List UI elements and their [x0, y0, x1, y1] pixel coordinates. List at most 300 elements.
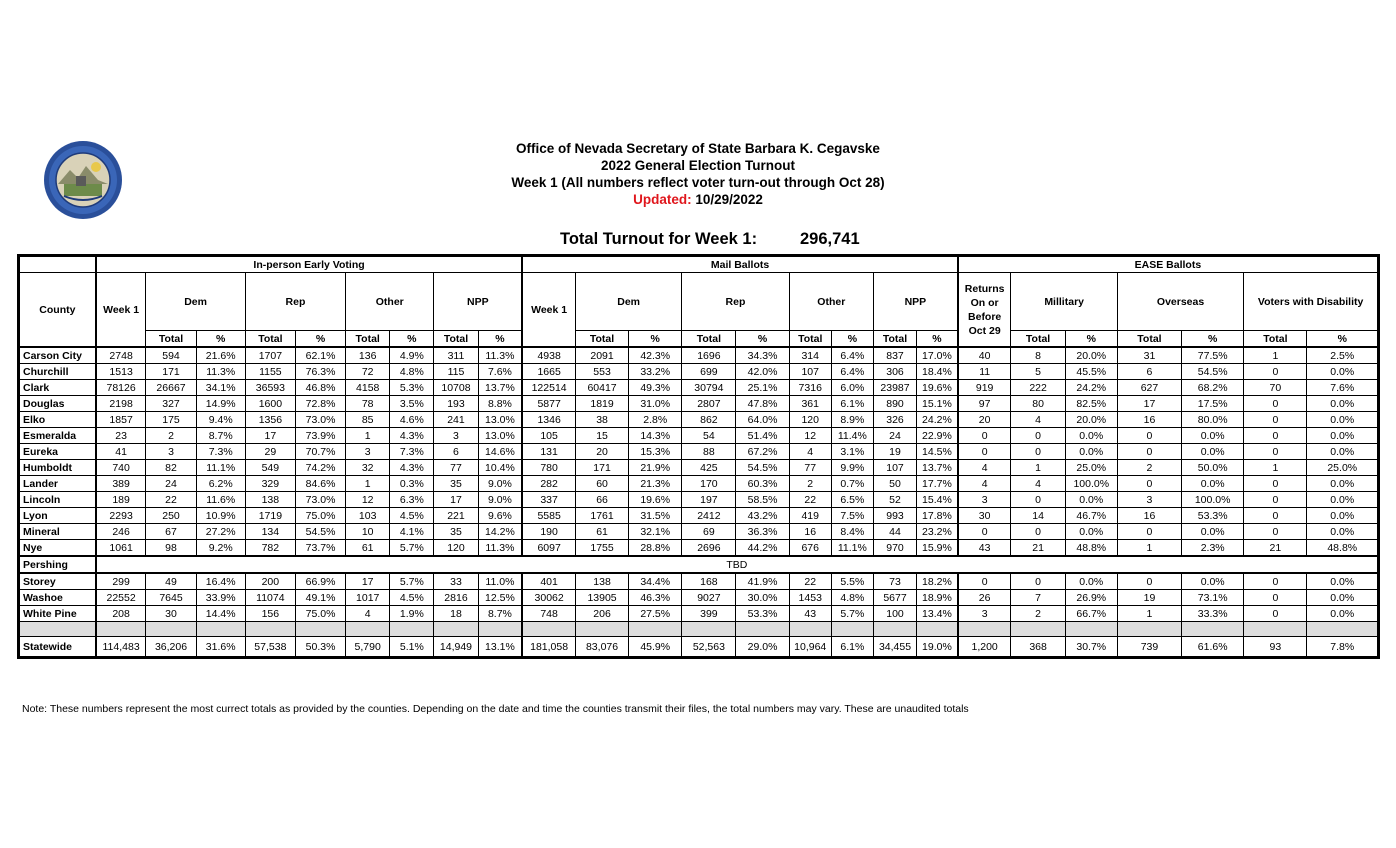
data-cell: 26.9%: [1065, 590, 1117, 606]
county-name: Lyon: [20, 508, 96, 524]
data-cell: 15.1%: [917, 396, 958, 412]
data-cell: 93: [1244, 637, 1307, 657]
county-name: Storey: [20, 573, 96, 590]
data-cell: 44.2%: [736, 540, 789, 557]
header-dem: Dem: [146, 273, 245, 331]
data-cell: 45.9%: [629, 637, 682, 657]
data-cell: 0: [1011, 444, 1065, 460]
data-cell: 0.0%: [1307, 444, 1378, 460]
header-dem: Dem: [575, 273, 681, 331]
data-cell: 100: [873, 606, 916, 622]
data-cell: 50.0%: [1182, 460, 1244, 476]
data-cell: 54.5%: [295, 524, 345, 540]
spacer-cell: [873, 622, 916, 637]
data-cell: 1155: [245, 364, 295, 380]
data-cell: 0.0%: [1307, 412, 1378, 428]
data-cell: 919: [958, 380, 1011, 396]
data-cell: 20: [958, 412, 1011, 428]
data-cell: 4.1%: [390, 524, 434, 540]
data-cell: 0: [1244, 396, 1307, 412]
data-cell: 21.3%: [629, 476, 682, 492]
col-total: Total: [873, 331, 916, 348]
data-cell: 7.8%: [1307, 637, 1378, 657]
data-cell: 31.0%: [629, 396, 682, 412]
data-cell: 114,483: [96, 637, 146, 657]
updated-date: 10/29/2022: [695, 192, 763, 207]
data-cell: 35: [434, 524, 478, 540]
group-header-row: [20, 257, 1378, 273]
table-row: [20, 590, 1378, 606]
data-cell: 57,538: [245, 637, 295, 657]
data-cell: 43.2%: [736, 508, 789, 524]
data-cell: 25.0%: [1307, 460, 1378, 476]
data-cell: 5.1%: [390, 637, 434, 657]
data-cell: 67.2%: [736, 444, 789, 460]
data-cell: 66.7%: [1065, 606, 1117, 622]
data-cell: 1857: [96, 412, 146, 428]
data-cell: 67: [146, 524, 196, 540]
data-cell: 6.1%: [831, 637, 873, 657]
county-name: Churchill: [20, 364, 96, 380]
header-rep: Rep: [245, 273, 345, 331]
data-cell: 9.0%: [478, 492, 522, 508]
data-cell: 1453: [789, 590, 831, 606]
data-cell: 9.0%: [478, 476, 522, 492]
col-pct: %: [917, 331, 958, 348]
data-cell: 46.8%: [295, 380, 345, 396]
data-cell: 389: [96, 476, 146, 492]
data-cell: 73.1%: [1182, 590, 1244, 606]
data-cell: 206: [575, 606, 628, 622]
data-cell: 17.5%: [1182, 396, 1244, 412]
data-cell: 21.6%: [196, 347, 245, 364]
data-cell: 0: [1244, 508, 1307, 524]
table-row: [20, 364, 1378, 380]
data-cell: 15.9%: [917, 540, 958, 557]
data-cell: 1: [346, 476, 390, 492]
data-cell: 33.3%: [1182, 606, 1244, 622]
spacer-row: [20, 622, 1378, 637]
data-cell: 52: [873, 492, 916, 508]
data-cell: 1819: [575, 396, 628, 412]
data-cell: 12: [789, 428, 831, 444]
data-cell: 4: [958, 476, 1011, 492]
data-cell: 13.1%: [478, 637, 522, 657]
data-cell: 25.1%: [736, 380, 789, 396]
data-cell: 98: [146, 540, 196, 557]
spacer-cell: [736, 622, 789, 637]
county-name: Lander: [20, 476, 96, 492]
data-cell: 4: [958, 460, 1011, 476]
data-cell: 0.0%: [1182, 444, 1244, 460]
total-turnout-label: Total Turnout for Week 1:: [560, 230, 758, 248]
data-cell: 7: [1011, 590, 1065, 606]
data-cell: 0.7%: [831, 476, 873, 492]
county-name: Clark: [20, 380, 96, 396]
data-cell: 60: [575, 476, 628, 492]
data-cell: 7316: [789, 380, 831, 396]
data-cell: 1707: [245, 347, 295, 364]
data-cell: 11.1%: [196, 460, 245, 476]
data-cell: 5877: [522, 396, 575, 412]
data-cell: 26: [958, 590, 1011, 606]
data-cell: 0.0%: [1307, 364, 1378, 380]
data-cell: 120: [789, 412, 831, 428]
data-cell: 361: [789, 396, 831, 412]
data-cell: 175: [146, 412, 196, 428]
header-military: Millitary: [1011, 273, 1117, 331]
county-name: Douglas: [20, 396, 96, 412]
data-cell: 17.7%: [917, 476, 958, 492]
data-cell: 4: [346, 606, 390, 622]
data-cell: 100.0%: [1182, 492, 1244, 508]
data-cell: 80.0%: [1182, 412, 1244, 428]
data-cell: 49: [146, 573, 196, 590]
data-cell: 40: [958, 347, 1011, 364]
data-cell: 17.8%: [917, 508, 958, 524]
col-pct: %: [629, 331, 682, 348]
data-cell: 0.0%: [1182, 476, 1244, 492]
data-cell: 314: [789, 347, 831, 364]
data-cell: 0: [1117, 524, 1181, 540]
data-cell: 193: [434, 396, 478, 412]
group-ease: EASE Ballots: [958, 257, 1378, 273]
data-cell: 16.4%: [196, 573, 245, 590]
data-cell: 75.0%: [295, 606, 345, 622]
data-cell: 21.9%: [629, 460, 682, 476]
data-cell: 8.8%: [478, 396, 522, 412]
data-cell: 21: [1011, 540, 1065, 557]
data-cell: 13905: [575, 590, 628, 606]
data-cell: 5.7%: [390, 540, 434, 557]
data-cell: 17.0%: [917, 347, 958, 364]
data-cell: 5585: [522, 508, 575, 524]
data-cell: 3.5%: [390, 396, 434, 412]
data-cell: 15.4%: [917, 492, 958, 508]
data-cell: 72.8%: [295, 396, 345, 412]
data-cell: 82.5%: [1065, 396, 1117, 412]
data-cell: 7645: [146, 590, 196, 606]
data-cell: 5.5%: [831, 573, 873, 590]
data-cell: 22: [789, 573, 831, 590]
county-name: Statewide: [20, 637, 96, 657]
group-mail: Mail Ballots: [522, 257, 958, 273]
data-cell: 4938: [522, 347, 575, 364]
data-cell: 0: [958, 444, 1011, 460]
data-cell: 0: [1244, 428, 1307, 444]
data-cell: 14,949: [434, 637, 478, 657]
data-cell: 70: [1244, 380, 1307, 396]
data-cell: 676: [789, 540, 831, 557]
data-cell: 25.0%: [1065, 460, 1117, 476]
data-cell: 36,206: [146, 637, 196, 657]
county-name: Mineral: [20, 524, 96, 540]
data-cell: 6.1%: [831, 396, 873, 412]
data-cell: 739: [1117, 637, 1181, 657]
data-cell: 0.0%: [1182, 428, 1244, 444]
data-cell: 2748: [96, 347, 146, 364]
data-cell: 0.0%: [1307, 524, 1378, 540]
data-cell: 3.1%: [831, 444, 873, 460]
data-cell: 11.3%: [478, 540, 522, 557]
turnout-table: [19, 256, 1378, 657]
data-cell: 6: [434, 444, 478, 460]
data-cell: 189: [96, 492, 146, 508]
data-cell: 38: [575, 412, 628, 428]
spacer-cell: [958, 622, 1011, 637]
header-overseas: Overseas: [1117, 273, 1243, 331]
data-cell: 54.5%: [1182, 364, 1244, 380]
data-cell: 22552: [96, 590, 146, 606]
data-cell: 11: [958, 364, 1011, 380]
col-total: Total: [1244, 331, 1307, 348]
data-cell: 12: [346, 492, 390, 508]
header-blank: [20, 257, 96, 273]
data-cell: 32.1%: [629, 524, 682, 540]
data-cell: 30: [958, 508, 1011, 524]
data-cell: 34.4%: [629, 573, 682, 590]
data-cell: 30794: [682, 380, 736, 396]
data-cell: 23.2%: [917, 524, 958, 540]
data-cell: 107: [873, 460, 916, 476]
data-cell: 2091: [575, 347, 628, 364]
data-cell: 4: [789, 444, 831, 460]
data-cell: 35: [434, 476, 478, 492]
data-cell: 1: [1244, 347, 1307, 364]
data-cell: 10: [346, 524, 390, 540]
data-cell: 64.0%: [736, 412, 789, 428]
data-cell: 1,200: [958, 637, 1011, 657]
data-cell: 44: [873, 524, 916, 540]
data-cell: 30062: [522, 590, 575, 606]
col-pct: %: [295, 331, 345, 348]
data-cell: 2: [789, 476, 831, 492]
data-cell: 419: [789, 508, 831, 524]
data-cell: 6.4%: [831, 347, 873, 364]
data-cell: 311: [434, 347, 478, 364]
data-cell: 0.0%: [1307, 508, 1378, 524]
data-cell: 60417: [575, 380, 628, 396]
table-row: [20, 524, 1378, 540]
data-cell: 401: [522, 573, 575, 590]
data-cell: 5677: [873, 590, 916, 606]
data-cell: 156: [245, 606, 295, 622]
data-cell: 17: [434, 492, 478, 508]
county-name: Pershing: [20, 556, 96, 573]
data-cell: 36593: [245, 380, 295, 396]
data-cell: 60.3%: [736, 476, 789, 492]
data-cell: 41: [96, 444, 146, 460]
spacer-cell: [96, 622, 146, 637]
data-cell: 27.2%: [196, 524, 245, 540]
data-cell: 10.9%: [196, 508, 245, 524]
data-cell: 19.6%: [629, 492, 682, 508]
data-cell: 3: [346, 444, 390, 460]
data-cell: 222: [1011, 380, 1065, 396]
table-row: [20, 380, 1378, 396]
data-cell: 100.0%: [1065, 476, 1117, 492]
data-cell: 50.3%: [295, 637, 345, 657]
data-cell: 1719: [245, 508, 295, 524]
data-cell: 1: [1011, 460, 1065, 476]
col-pct: %: [736, 331, 789, 348]
table-row: [20, 540, 1378, 557]
spacer-cell: [1065, 622, 1117, 637]
spacer-cell: [629, 622, 682, 637]
data-cell: 1061: [96, 540, 146, 557]
data-cell: 41.9%: [736, 573, 789, 590]
data-cell: 97: [958, 396, 1011, 412]
data-cell: 24: [873, 428, 916, 444]
county-name: Eureka: [20, 444, 96, 460]
data-cell: 73: [873, 573, 916, 590]
data-cell: 3: [958, 606, 1011, 622]
data-cell: 282: [522, 476, 575, 492]
data-cell: 7.3%: [390, 444, 434, 460]
data-cell: 120: [434, 540, 478, 557]
data-cell: 1356: [245, 412, 295, 428]
data-cell: 2198: [96, 396, 146, 412]
data-cell: 337: [522, 492, 575, 508]
data-cell: 76.3%: [295, 364, 345, 380]
data-cell: 136: [346, 347, 390, 364]
data-cell: 29.0%: [736, 637, 789, 657]
data-cell: 0: [1244, 524, 1307, 540]
spacer-cell: [20, 622, 96, 637]
data-cell: 0.0%: [1307, 573, 1378, 590]
data-cell: 0.0%: [1307, 606, 1378, 622]
data-cell: 5: [1011, 364, 1065, 380]
data-cell: 54.5%: [736, 460, 789, 476]
data-cell: 24: [146, 476, 196, 492]
data-cell: 221: [434, 508, 478, 524]
sub-header-row: [20, 273, 1378, 331]
data-cell: 33.9%: [196, 590, 245, 606]
data-cell: 890: [873, 396, 916, 412]
data-cell: 18.9%: [917, 590, 958, 606]
data-cell: 2: [1011, 606, 1065, 622]
data-cell: 32: [346, 460, 390, 476]
data-cell: 14.4%: [196, 606, 245, 622]
data-cell: 17: [245, 428, 295, 444]
header-county: County: [20, 273, 96, 348]
col-pct: %: [1307, 331, 1378, 348]
data-cell: 9027: [682, 590, 736, 606]
data-cell: 17: [1117, 396, 1181, 412]
data-cell: 241: [434, 412, 478, 428]
header-updated: [400, 191, 996, 208]
data-cell: 1: [1117, 606, 1181, 622]
data-cell: 837: [873, 347, 916, 364]
data-cell: 0.0%: [1307, 428, 1378, 444]
data-cell: 0: [1244, 590, 1307, 606]
data-cell: 7.6%: [1307, 380, 1378, 396]
data-cell: 549: [245, 460, 295, 476]
data-cell: 36.3%: [736, 524, 789, 540]
data-cell: 329: [245, 476, 295, 492]
data-cell: 42.0%: [736, 364, 789, 380]
data-cell: 8.7%: [196, 428, 245, 444]
data-cell: 9.4%: [196, 412, 245, 428]
data-cell: 4.5%: [390, 508, 434, 524]
data-cell: 0.0%: [1307, 590, 1378, 606]
data-cell: 19.0%: [917, 637, 958, 657]
data-cell: 0: [958, 573, 1011, 590]
data-cell: 16: [1117, 412, 1181, 428]
spacer-cell: [789, 622, 831, 637]
col-pct: %: [1065, 331, 1117, 348]
data-cell: 0: [1011, 573, 1065, 590]
data-cell: 18.4%: [917, 364, 958, 380]
data-cell: 0: [1117, 428, 1181, 444]
data-cell: 5.7%: [390, 573, 434, 590]
data-cell: 0.0%: [1065, 573, 1117, 590]
col-total: Total: [1011, 331, 1065, 348]
data-cell: 88: [682, 444, 736, 460]
data-cell: 66: [575, 492, 628, 508]
data-cell: 8.4%: [831, 524, 873, 540]
data-cell: 4158: [346, 380, 390, 396]
header-npp: NPP: [434, 273, 522, 331]
spacer-cell: [478, 622, 522, 637]
data-cell: 4.8%: [831, 590, 873, 606]
data-cell: 862: [682, 412, 736, 428]
data-cell: 12.5%: [478, 590, 522, 606]
data-cell: 10.4%: [478, 460, 522, 476]
data-cell: 16: [1117, 508, 1181, 524]
data-cell: 0: [1117, 476, 1181, 492]
data-cell: 4.9%: [390, 347, 434, 364]
data-cell: 326: [873, 412, 916, 428]
data-cell: 3: [1117, 492, 1181, 508]
data-cell: 4.3%: [390, 460, 434, 476]
data-cell: 553: [575, 364, 628, 380]
data-cell: 52,563: [682, 637, 736, 657]
spacer-cell: [390, 622, 434, 637]
data-cell: 5.7%: [831, 606, 873, 622]
data-cell: 107: [789, 364, 831, 380]
data-cell: 49.1%: [295, 590, 345, 606]
data-cell: 7.3%: [196, 444, 245, 460]
data-cell: 47.8%: [736, 396, 789, 412]
spacer-cell: [434, 622, 478, 637]
data-cell: 19.6%: [917, 380, 958, 396]
data-cell: 1600: [245, 396, 295, 412]
data-cell: 77: [789, 460, 831, 476]
total-turnout-value: 296,741: [800, 230, 860, 248]
data-cell: 85: [346, 412, 390, 428]
table-row: [20, 573, 1378, 590]
county-name: Esmeralda: [20, 428, 96, 444]
col-total: Total: [346, 331, 390, 348]
header-rep: Rep: [682, 273, 789, 331]
header-week1-mail: Week 1: [522, 273, 575, 348]
footnote: Note: These numbers represent the most currect totals as provided by the counties. Depending on the date and time the counties transmit their files, the total numbers may vary. These are unaudited totals: [22, 703, 969, 715]
data-cell: 208: [96, 606, 146, 622]
data-cell: 73.0%: [295, 412, 345, 428]
total-turnout: [560, 230, 860, 249]
col-pct: %: [196, 331, 245, 348]
data-cell: 13.0%: [478, 428, 522, 444]
data-cell: 1761: [575, 508, 628, 524]
data-cell: 61: [575, 524, 628, 540]
data-cell: 31: [1117, 347, 1181, 364]
data-cell: 19: [873, 444, 916, 460]
data-cell: 77: [434, 460, 478, 476]
col-pct: %: [390, 331, 434, 348]
data-cell: 3: [434, 428, 478, 444]
data-cell: 68.2%: [1182, 380, 1244, 396]
